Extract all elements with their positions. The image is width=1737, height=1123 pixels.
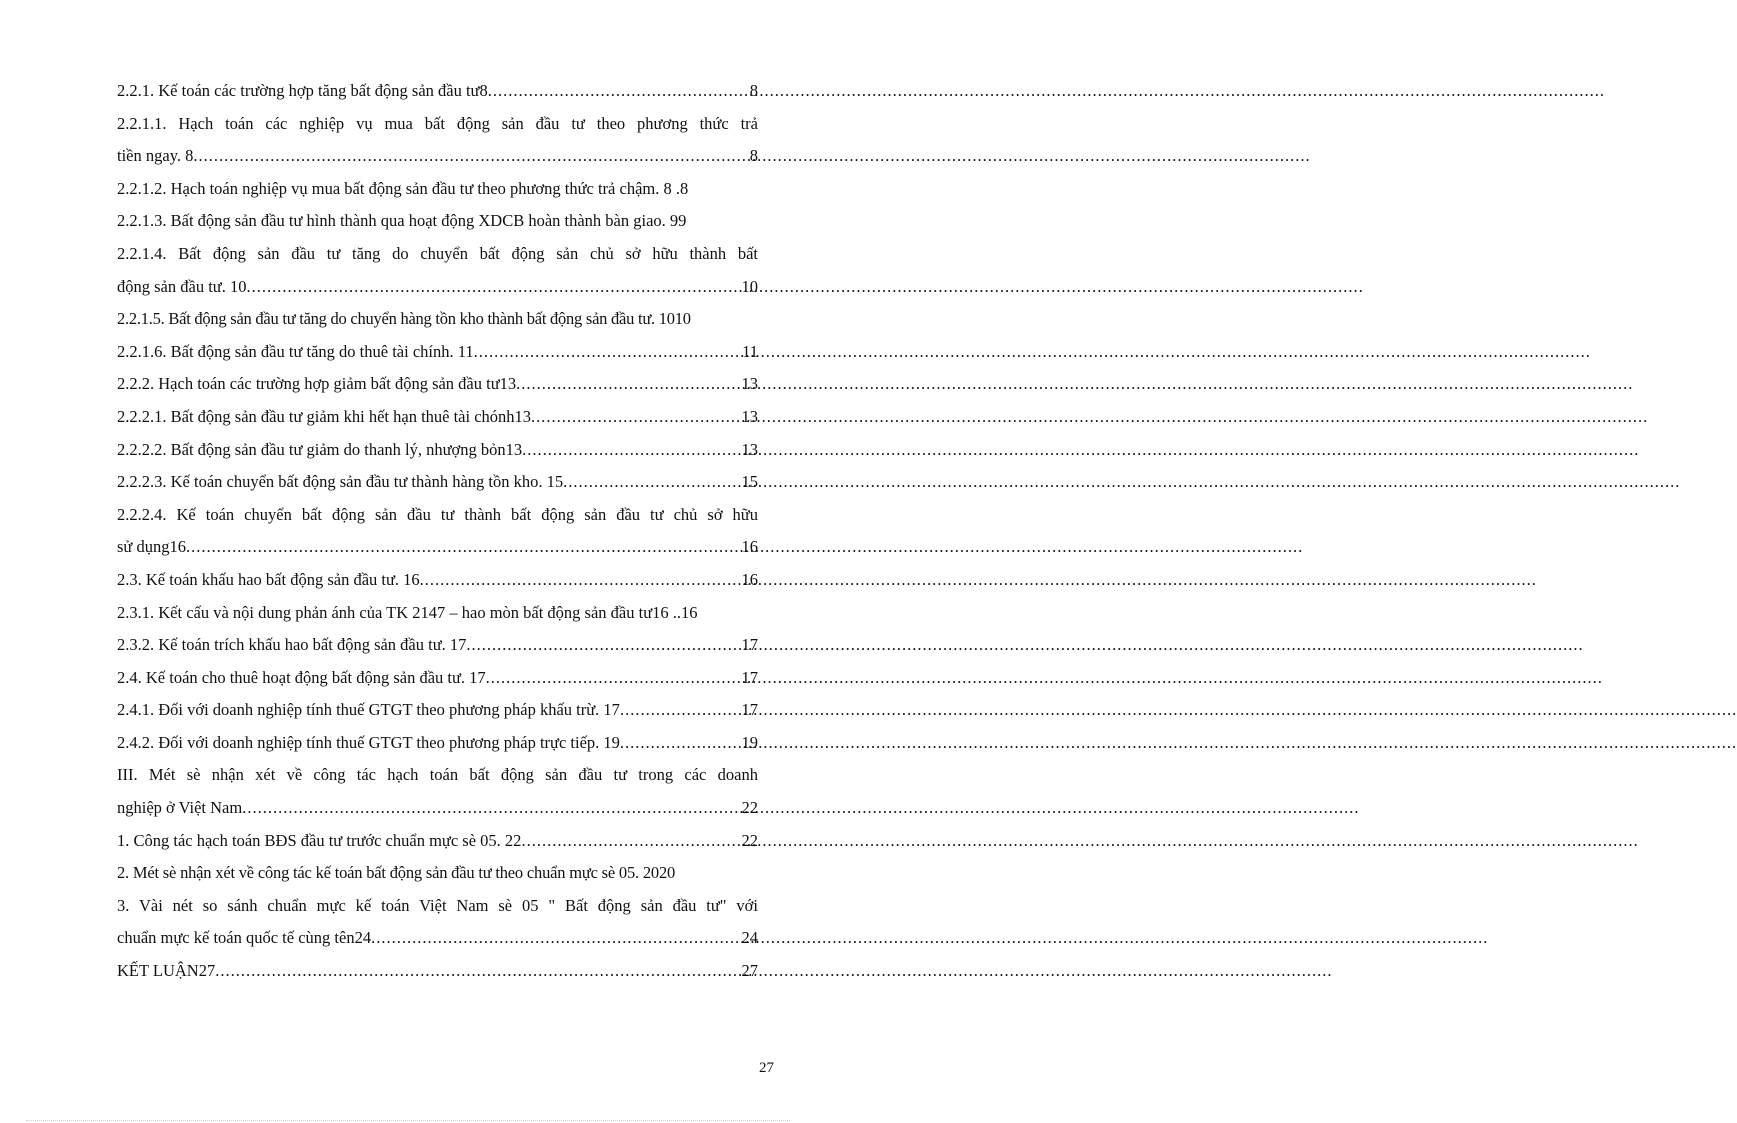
toc-entry[interactable]: 2.2.1.5. Bất động sản đầu tư tăng do chuyển hàng tồn kho thành bất động sản đầu tư. 1010 (117, 309, 691, 329)
toc-entry[interactable] (117, 694, 758, 727)
toc-entry-page: 22 (741, 830, 758, 850)
toc-entry[interactable] (117, 890, 758, 955)
toc-entry-title: 1. Công tác hạch toán BĐS đầu tư trước chuẩn mực sè 05. 22 (117, 830, 522, 850)
toc-entry-page: 19 (741, 732, 758, 752)
toc-entry[interactable]: 2. Mét sè nhận xét về công tác kế toán bất động sản đầu tư theo chuẩn mực sè 05. 2020 (117, 863, 676, 883)
toc-entry[interactable] (117, 955, 758, 988)
toc-entry-title-line2: sử dụng16 (117, 537, 186, 557)
toc-entry-title: 2.4.2. Đối với doanh nghiệp tính thuế GTGT theo phương pháp trực tiếp. 19 (117, 732, 620, 752)
toc-entry[interactable] (117, 564, 758, 597)
toc-entry-title: 2.4. Kế toán cho thuê hoạt động bất động sản đầu tư. 17 (117, 667, 486, 687)
dot-leader (215, 955, 741, 988)
toc-entry-title-line1: 2.2.1.1. Hạch toán các nghiệp vụ mua bất động sản đầu tư theo phương thức trả (117, 113, 758, 133)
toc-entry[interactable] (117, 759, 758, 824)
toc-entry[interactable] (117, 401, 758, 434)
toc-entry[interactable] (117, 662, 758, 695)
toc-entry-page: 24 (741, 928, 758, 948)
toc-entry[interactable] (117, 368, 758, 401)
dot-leader (193, 140, 749, 173)
toc-entry[interactable] (117, 238, 758, 303)
toc-entry[interactable] (117, 499, 758, 564)
toc-entry-title: 2.2.1. Kế toán các trường hợp tăng bất động sản đầu tư8 (117, 81, 488, 100)
table-of-contents (117, 75, 758, 988)
dot-leader (620, 727, 742, 760)
toc-entry-page: 15 (741, 472, 758, 492)
toc-entry-page: 13 (741, 374, 758, 394)
dot-leader (420, 564, 742, 597)
toc-entry-title-line2: tiền ngay. 8 (117, 146, 194, 166)
toc-entry-title-line2: nghiệp ở Việt Nam (117, 798, 243, 818)
dot-leader (620, 694, 742, 727)
toc-entry-title-line1: 2.2.1.4. Bất động sản đầu tư tăng do chuyển bất động sản chủ sở hữu thành bất (117, 243, 758, 263)
toc-entry[interactable]: 2.2.1.3. Bất động sản đầu tư hình thành qua hoạt động XDCB hoàn thành bàn giao. 99 (117, 211, 687, 231)
dot-leader (522, 434, 741, 467)
toc-entry-page: 13 (741, 439, 758, 459)
dot-leader (466, 629, 741, 662)
toc-entry-title: 2.2.2.3. Kế toán chuyển bất động sản đầu tư thành hàng tồn kho. 15 (117, 472, 564, 492)
dot-leader (186, 531, 742, 564)
toc-entry[interactable] (117, 434, 758, 467)
toc-entry[interactable] (117, 75, 758, 108)
toc-entry[interactable] (117, 466, 758, 499)
toc-entry-title-line2: chuẩn mực kế toán quốc tế cùng tên24 (117, 928, 372, 948)
toc-entry-page: 17 (741, 667, 758, 687)
toc-entry-title-line1: 2.2.2.4. Kế toán chuyển bất động sản đầu tư thành bất động sản đầu tư chủ sở hữu (117, 504, 758, 524)
dot-leader (474, 336, 742, 369)
dot-leader (371, 922, 741, 955)
toc-entry-page: 16 (741, 537, 758, 557)
toc-entry-page: 13 (741, 406, 758, 426)
toc-entry[interactable]: 2.2.1.2. Hạch toán nghiệp vụ mua bất động sản đầu tư theo phương thức trả chậm. 8 .8 (117, 178, 689, 198)
toc-entry-page: 16 (741, 569, 758, 589)
toc-entry-page: 10 (741, 276, 758, 296)
toc-entry-title-line1: III. Mét sè nhận xét về công tác hạch toán bất động sản đầu tư trong các doanh (117, 765, 758, 785)
toc-entry-title: 2.2.2. Hạch toán các trường hợp giảm bất động sản đầu tư13 (117, 374, 517, 394)
toc-entry[interactable] (117, 629, 758, 662)
toc-entry[interactable] (117, 336, 758, 369)
toc-entry[interactable] (117, 108, 758, 173)
dot-leader (242, 792, 741, 825)
toc-entry-title: 2.4.1. Đối với doanh nghiệp tính thuế GTGT theo phương pháp khấu trừ. 17 (117, 700, 620, 720)
toc-entry-page: 11 (742, 341, 758, 361)
dot-leader (563, 466, 741, 499)
dot-leader (488, 75, 750, 108)
toc-entry-page: 8 (749, 81, 758, 100)
toc-entry-title: KẾT LUẬN27 (117, 961, 216, 981)
toc-entry-title: 2.2.2.1. Bất động sản đầu tư giảm khi hết hạn thuê tài chónh13 (117, 406, 532, 426)
toc-entry-title: 2.3.2. Kế toán trích khấu hao bất động sản đầu tư. 17 (117, 635, 467, 655)
toc-entry-page: 17 (741, 700, 758, 720)
toc-entry-title: 2.3. Kế toán khấu hao bất động sản đầu tư. 16 (117, 569, 420, 589)
toc-entry[interactable]: 2.3.1. Kết cấu và nội dung phản ánh của TK 2147 – hao mòn bất động sản đầu tư16 ..16 (117, 602, 698, 622)
dot-leader (516, 368, 741, 401)
page-number: 27 (759, 1060, 774, 1076)
dot-leader (246, 271, 741, 304)
toc-entry-page: 8 (749, 146, 758, 166)
toc-entry-title: 2.2.1.6. Bất động sản đầu tư tăng do thuê tài chính. 11 (117, 341, 474, 361)
toc-entry[interactable] (117, 825, 758, 858)
dot-leader (531, 401, 741, 434)
toc-entry-page: 17 (741, 635, 758, 655)
toc-entry[interactable] (117, 727, 758, 760)
dot-leader (486, 662, 742, 695)
toc-entry-title-line1: 3. Vài nét so sánh chuẩn mực kế toán Việt Nam sè 05 " Bất động sản đầu tư" với (117, 895, 758, 915)
toc-entry-page: 27 (741, 961, 758, 981)
toc-entry-title: 2.2.2.2. Bất động sản đầu tư giảm do thanh lý, nhượng bỏn13 (117, 439, 523, 459)
footer-divider (26, 1120, 790, 1121)
dot-leader (521, 825, 741, 858)
toc-entry-title-line2: động sản đầu tư. 10 (117, 276, 247, 296)
toc-entry-page: 22 (741, 798, 758, 818)
